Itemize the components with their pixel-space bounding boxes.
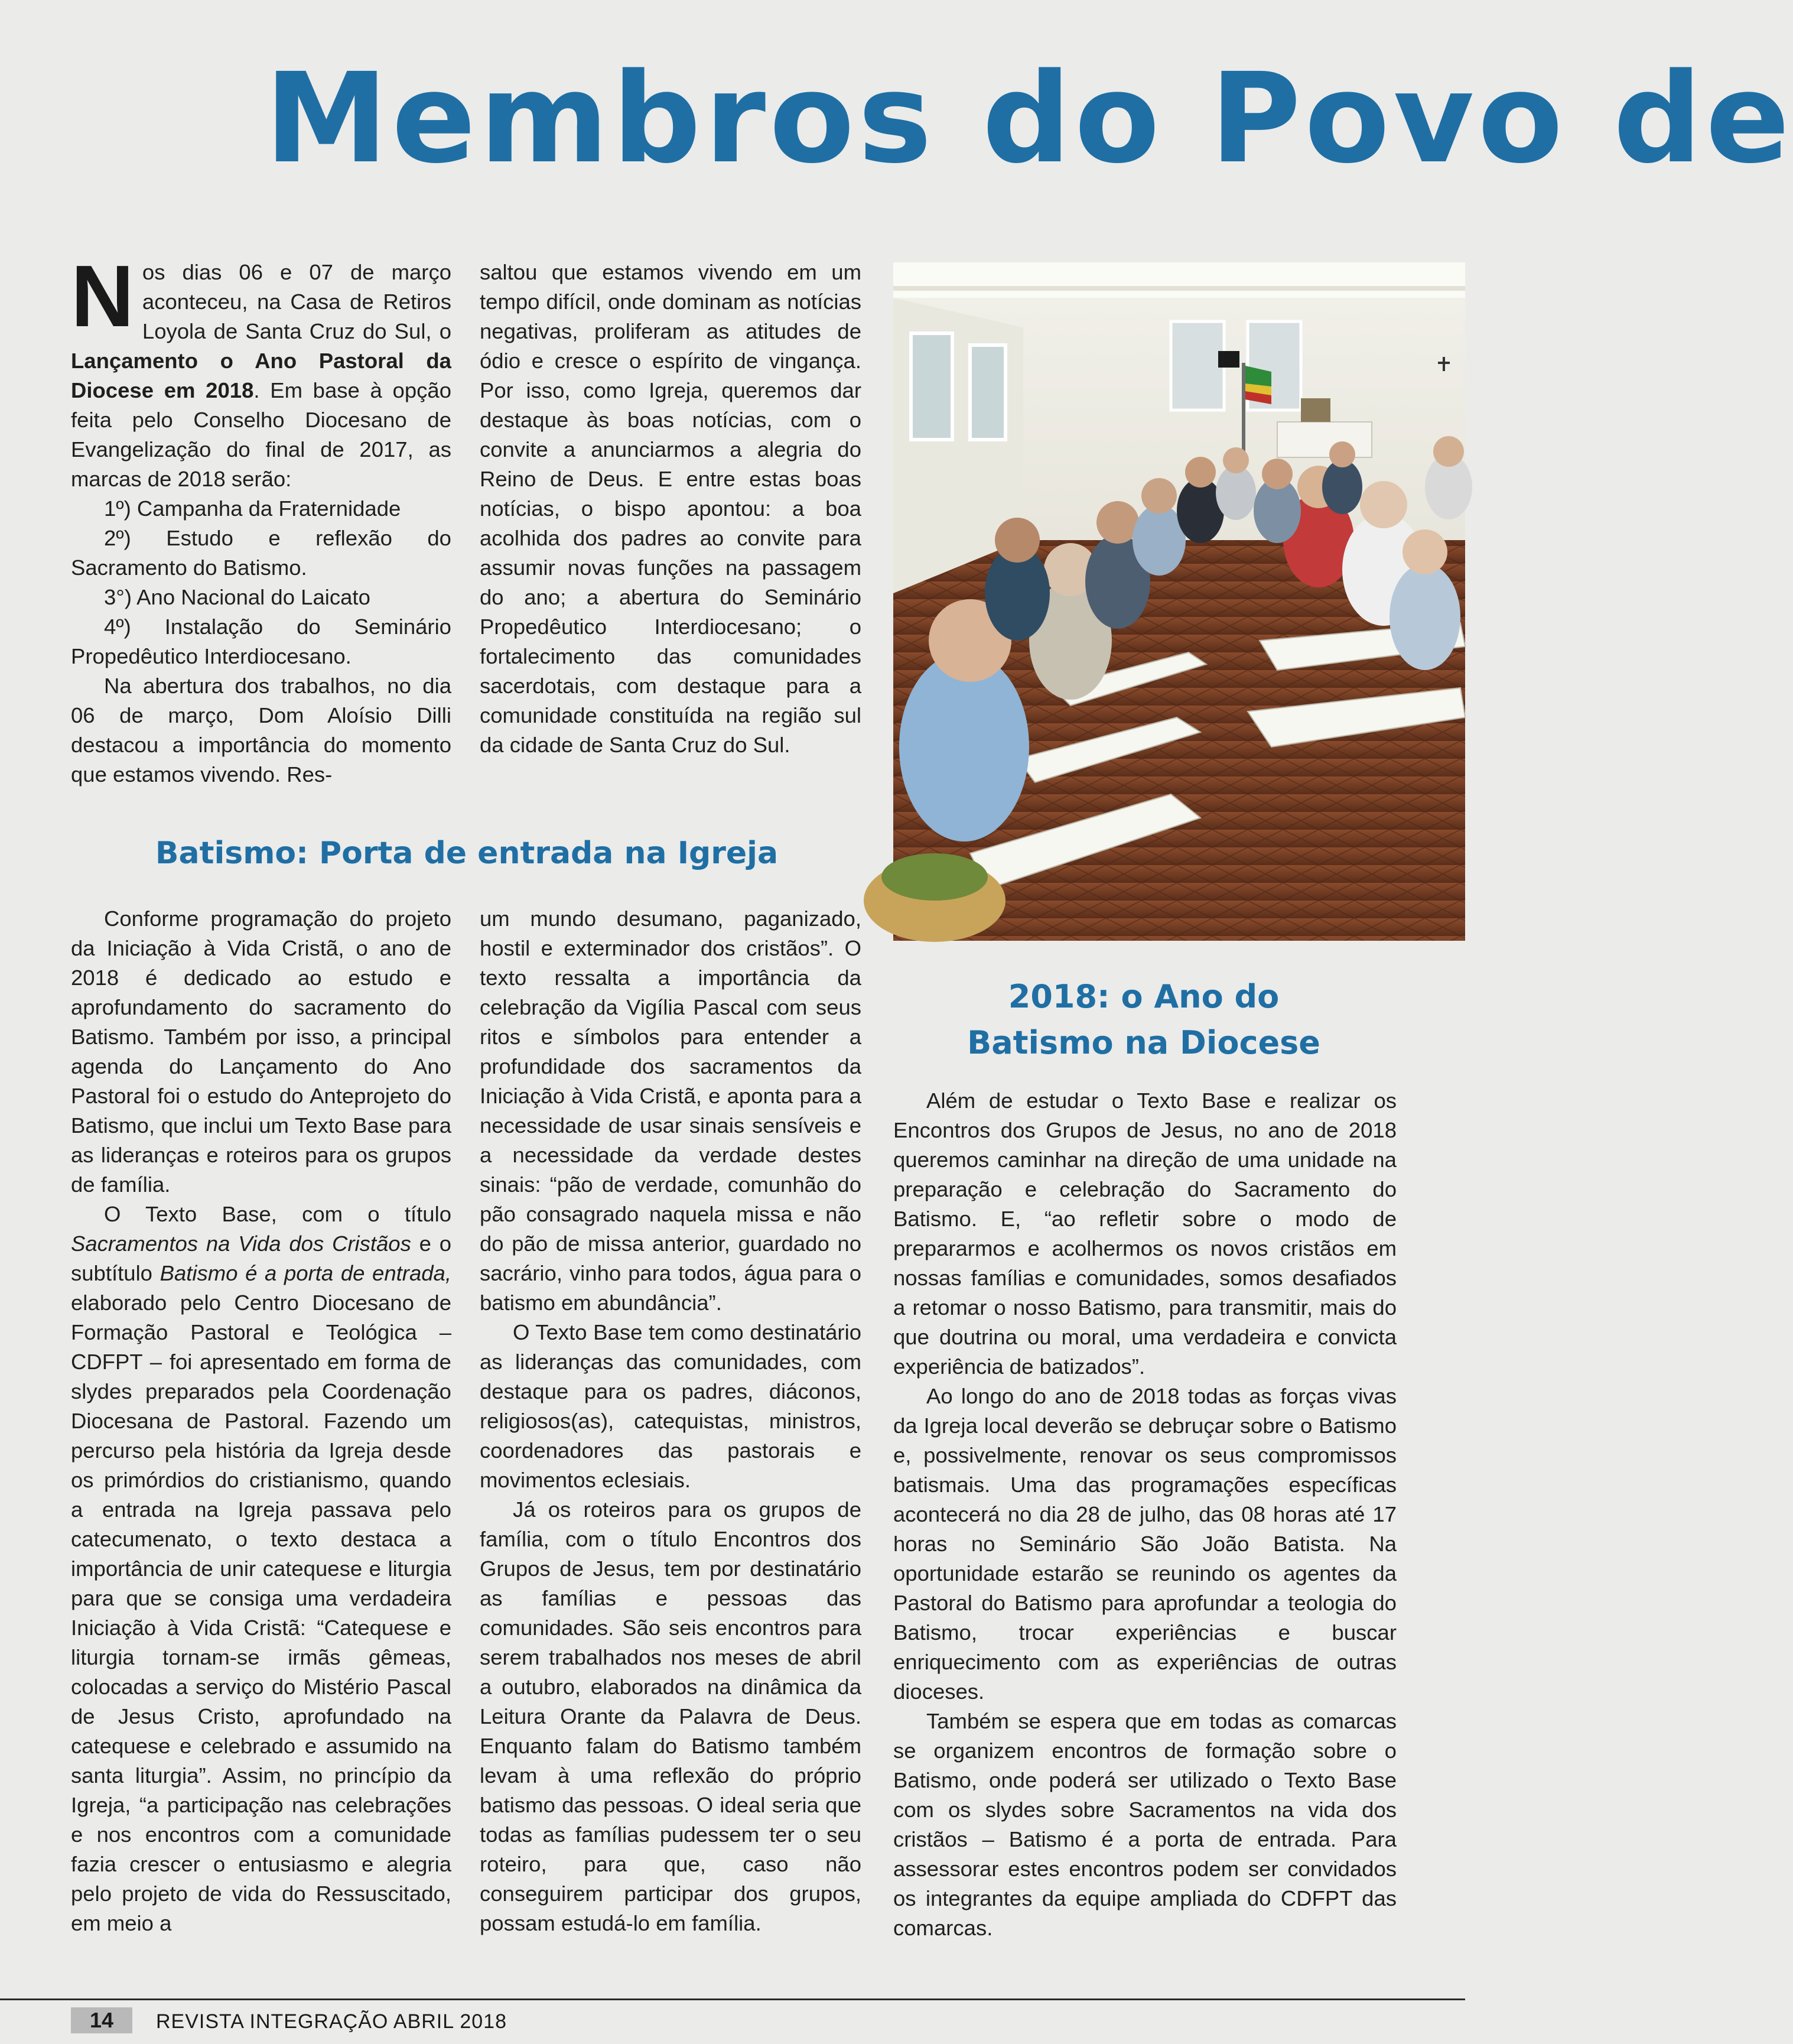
intro-paragraph-continued: saltou que estamos vivendo em um tempo difícil, onde dominam as notícias negativas, proliferam as atitudes de ódio e cresce o espírito de vingança. Por isso, como Igreja, queremos dar destaque às boas notícias, com o convite a anunciarmos a alegria do Reino de Deus. E entre estas boas notícias, o bispo apontou: a boa acolhida dos padres ao convite para assumir novas funções na passagem do ano; a abertura do Seminário Propedêutico Interdiocesano; o fortalecimento das comunidades sacerdotais, com destaque para a comunidade constituída na região sul da cidade de Santa Cruz do Sul. xyxy=(480,260,861,757)
section1-paragraph-4: O Texto Base tem como destinatário as lideranças das comunidades, com destaque para os padres, diáconos, religiosos(as), catequistas, ministros, coordenadores das pastorais e movimentos eclesiais. xyxy=(480,1320,861,1492)
page-title: Membros do Povo de xyxy=(265,46,1793,191)
page-number: 14 xyxy=(71,2007,132,2033)
event-photo-illustration xyxy=(893,262,1465,941)
magazine-name: REVISTA INTEGRAÇÃO ABRIL 2018 xyxy=(156,2010,507,2033)
section-heading-ano-do-batismo: 2018: o Ano do Batismo na Diocese xyxy=(967,978,1320,1061)
mark-item: 1º) Campanha da Fraternidade xyxy=(104,496,401,521)
section1-column-2 xyxy=(480,904,861,1938)
intro-column-1 xyxy=(71,248,451,789)
section1-column-1 xyxy=(71,904,451,1938)
footer-rule xyxy=(0,1998,1465,2000)
section2-paragraph-2: Ao longo do ano de 2018 todas as forças vivas da Igreja local deverão se debruçar sobre o Batismo e, possivelmente, renovar os seus compromissos batismais. Uma das programações específicas acontecerá no dia 28 de julho, das 08 horas até 17 horas no Seminário São João Batista. Na oportunidade estarão se reunindo os agentes da Pastoral do Batismo para aprofundar a teologia do Batismo, trocar experiências e buscar enriquecimento com as experiências de outras dioceses. xyxy=(893,1384,1397,1704)
mark-item: 3°) Ano Nacional do Laicato xyxy=(104,585,370,609)
intro-paragraph-2: Na abertura dos trabalhos, no dia 06 de março, Dom Aloísio Dilli destacou a importância do momento que estamos vivendo. Res- xyxy=(71,674,451,787)
section2-paragraph-3: Também se espera que em todas as comarcas se organizem encontros de formação sobre o Batismo, onde poderá ser utilizado o Texto Base com os slydes sobre Sacramentos na vida dos cristãos – Batismo é a porta de entrada. Para assessorar estes encontros podem ser convidados os integrantes da equipe ampliada do CDFPT das comarcas. xyxy=(893,1709,1397,1940)
mark-item: 4º) Instalação do Seminário Propedêutico Interdiocesano. xyxy=(71,615,451,668)
section1-paragraph-1: Conforme programação do projeto da Iniciação à Vida Cristã, o ano de 2018 é dedicado ao estudo e aprofundamento do sacramento do Batismo. Também por isso, a principal agenda do Lançamento do Ano Pastoral foi o estudo do Anteprojeto do Batismo, que inclui um Texto Base para as lideranças e roteiros para os grupos de família. xyxy=(71,906,451,1197)
event-photo xyxy=(893,262,1465,941)
section1-paragraph-2: O Texto Base, com o título Sacramentos na Vida dos Cristãos e o subtítulo Batismo é a porta de entrada, elaborado pelo Centro Diocesano de Formação Pastoral e Teológica – CDFPT – foi apresentado em forma de slydes preparados pela Coordenação Diocesana de Pastoral. Fazendo um percurso pela história da Igreja desde os primórdios do cristianismo, quando a entrada na Igreja passava pelo catecumenato, o texto destaca a importância de unir catequese e liturgia para que se consiga uma verdadeira Iniciação à Vida Cristã: “Catequese e liturgia tornam-se irmãs gêmeas, colocadas a serviço do Mistério Pascal de Jesus Cristo, aprofundado na catequese e celebrado e assumido na santa liturgia”. Assim, no princípio da Igreja, “a participação nas celebrações e nos encontros com a comunidade fazia crescer o entusiasmo e alegria pelo projeto de vida do Ressuscitado, em meio a xyxy=(71,1202,451,1935)
section1-paragraph-5: Já os roteiros para os grupos de família, com o título Encontros dos Grupos de Jesus, tem por destinatário as famílias e pessoas das comunidades. São seis encontros para serem trabalhados nos meses de abril a outubro, elaborados na dinâmica da Leitura Orante da Palavra de Deus. Enquanto falam do Batismo também levam à uma reflexão do próprio batismo das pessoas. O ideal seria que todas as famílias pudessem ter o seu roteiro, para que, caso não conseguirem participar dos grupos, possam estudá-lo em família. xyxy=(480,1497,861,1935)
section-heading-batismo: Batismo: Porta de entrada na Igreja xyxy=(155,836,779,871)
mark-item: 2º) Estudo e reflexão do Sacramento do Batismo. xyxy=(71,526,451,580)
book-subtitle: Batismo é a porta de entrada, xyxy=(160,1261,451,1285)
section1-paragraph-3: um mundo desumano, paganizado, hostil e exterminador dos cristãos”. O texto ressalta a importância da celebração da Vigília Pascal com seus ritos e símbolos para entender a profundidade dos sacramentos da Iniciação à Vida Cristã, e aponta para a necessidade de usar sinais sensíveis e a necessidade da verdade destes sinais: “pão de verdade, comunhão do pão consagrado naquela missa e não do pão de missa anterior, guardado no sacrário, vinho para todos, água para o batismo em abundância”. xyxy=(480,906,861,1315)
section2-column xyxy=(893,1086,1397,1943)
section2-paragraph-1: Além de estudar o Texto Base e realizar os Encontros dos Grupos de Jesus, no ano de 2018 queremos caminhar na direção de uma unidade na preparação e celebração do Sacramento do Batismo. E, “ao refletir sobre o modo de prepararmos e acolhermos os novos cristãos em nossas famílias e comunidades, somos desafiados a retomar o nosso Batismo, para transmitir, mais do que doutrina ou moral, uma verdadeira e convicta experiência de batizados”. xyxy=(893,1088,1397,1379)
intro-column-2 xyxy=(480,258,861,760)
drop-cap: N xyxy=(71,248,134,345)
book-title: Sacramentos na Vida dos Cristãos xyxy=(71,1231,411,1256)
intro-paragraph-1: Nos dias 06 e 07 de março aconteceu, na Casa de Retiros Loyola de Santa Cruz do Sul, o Lançamento o Ano Pastoral da Diocese em 2018. Em base à opção feita pelo Conselho Diocesano de Evangelização do final de 2017, as marcas de 2018 serão: xyxy=(71,248,451,491)
event-name: Lançamento o Ano Pastoral da Diocese em 2018 xyxy=(71,349,451,402)
